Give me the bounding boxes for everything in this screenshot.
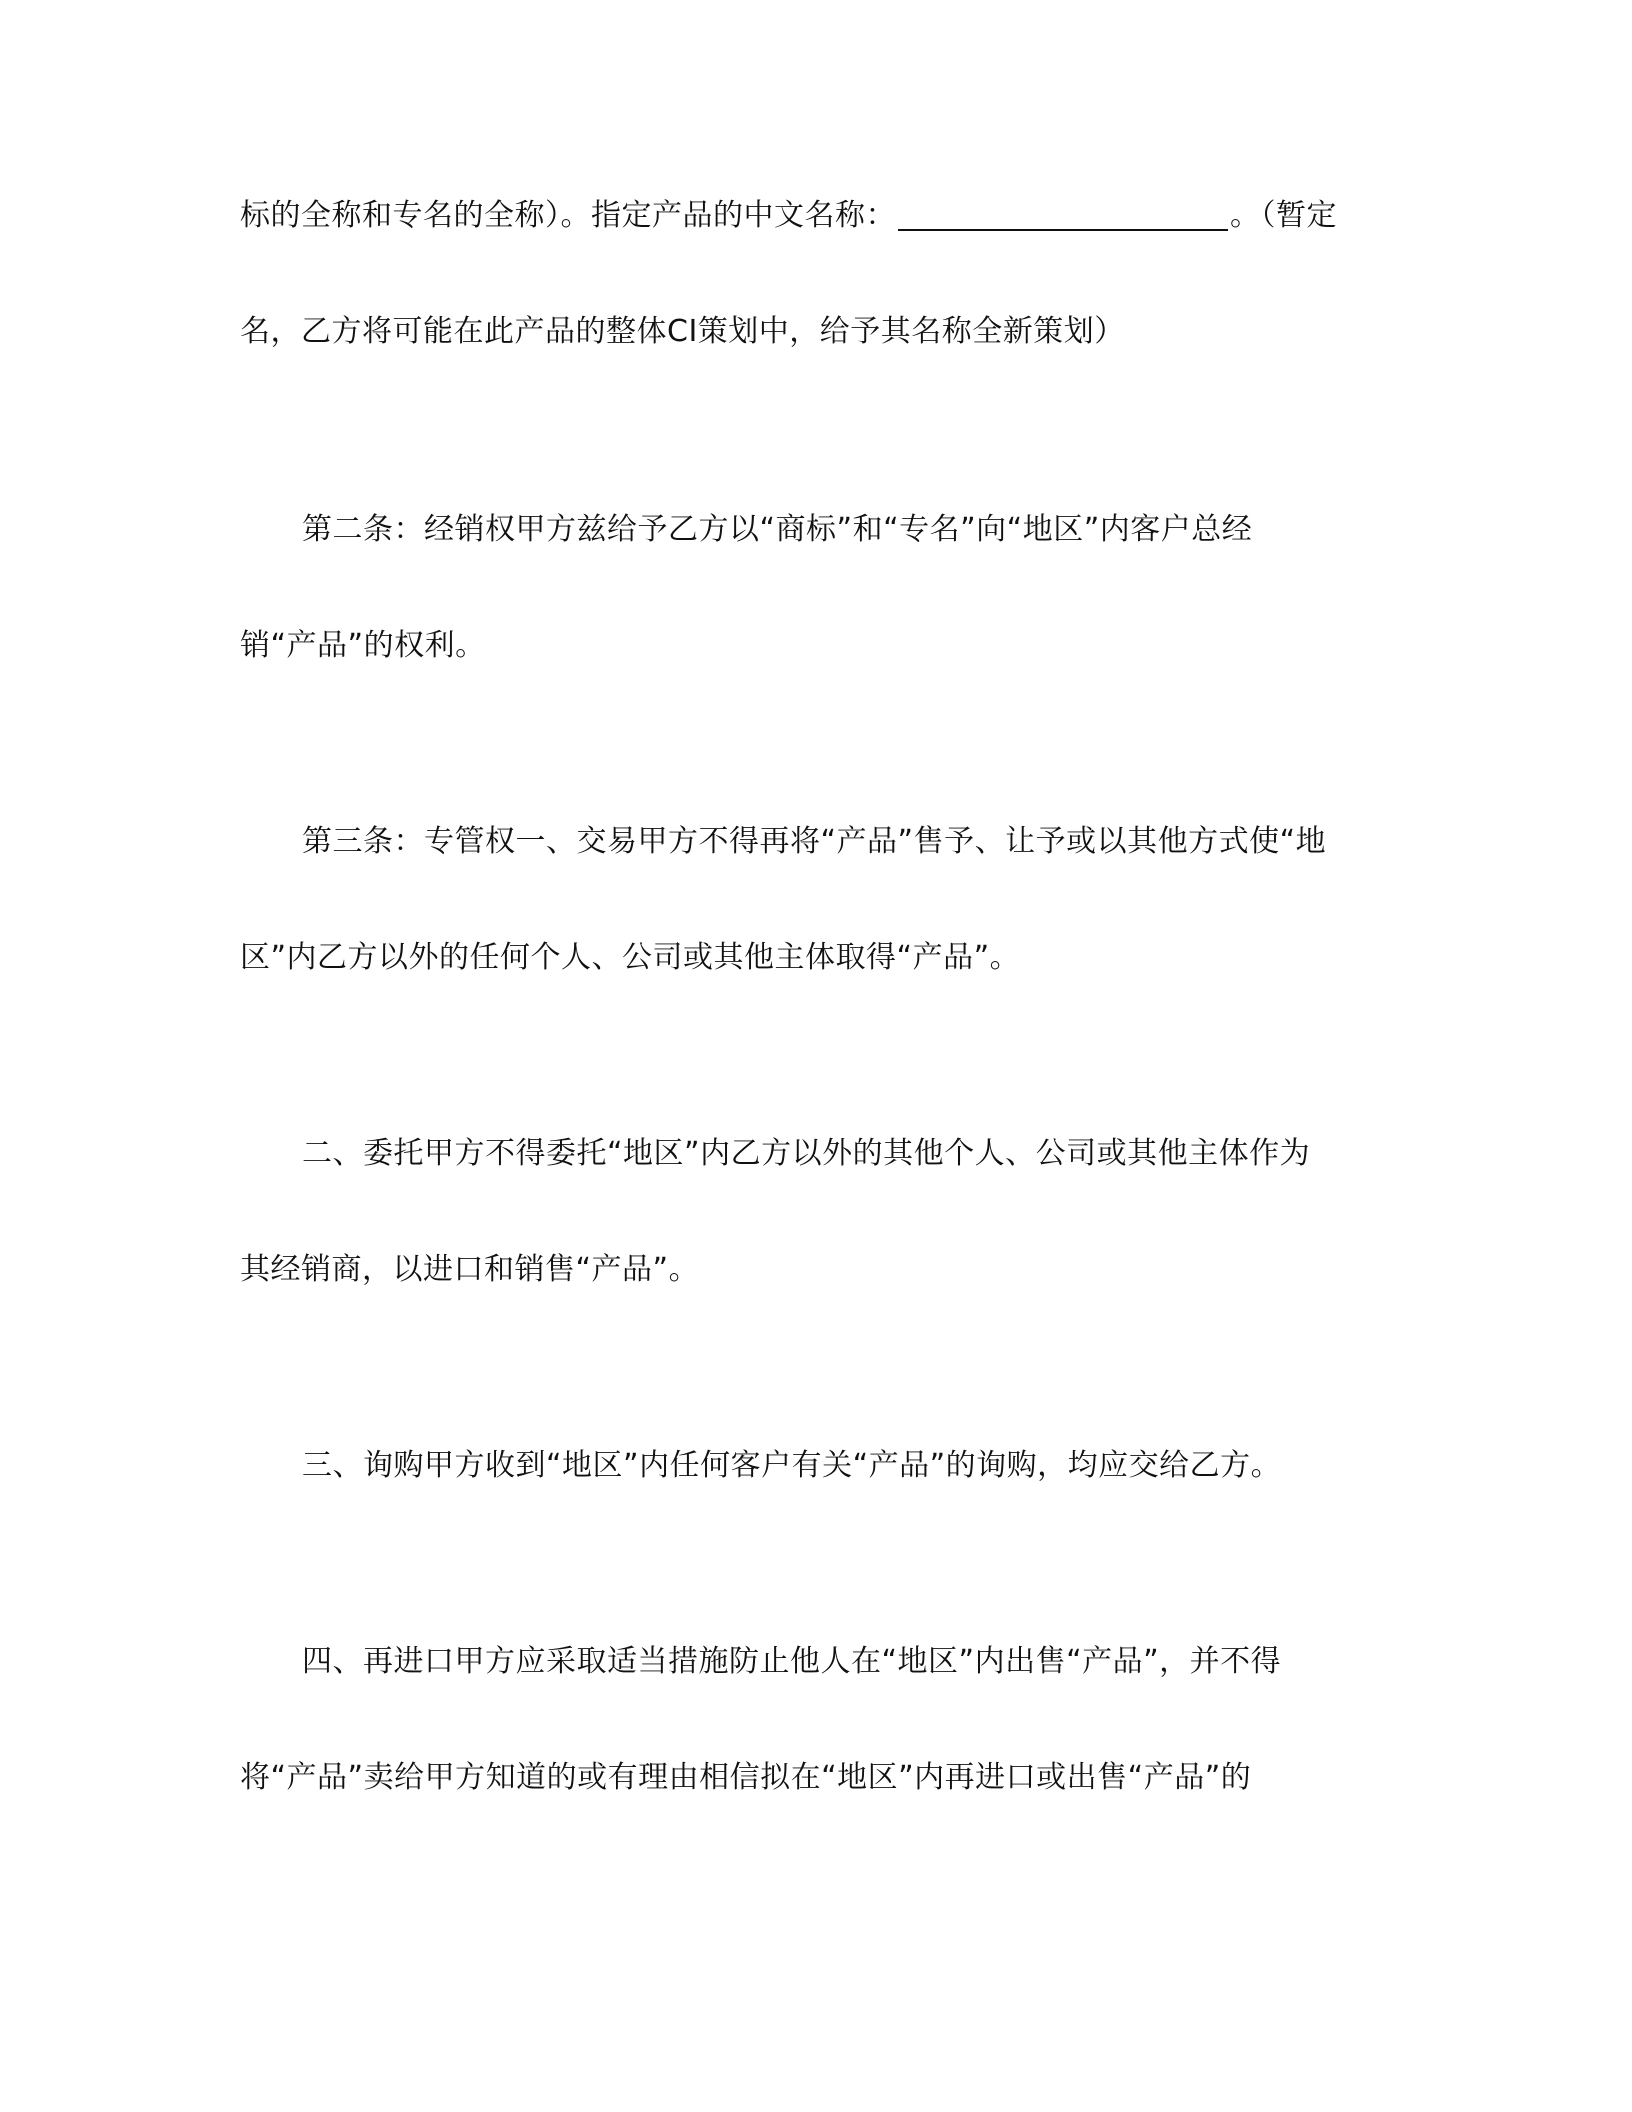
text-line-1 bbox=[240, 196, 1390, 236]
item-2-line-1: 二、委托甲方不得委托“地区”内乙方以外的其他个人、公司或其他主体作为 bbox=[302, 1136, 1311, 1171]
article-2-line-2: 销“产品”的权利。 bbox=[240, 628, 486, 663]
line-1-part-b: 。（暂定 bbox=[1230, 198, 1337, 233]
article-3-line-2: 区”内乙方以外的任何个人、公司或其他主体取得“产品”。 bbox=[240, 940, 1021, 975]
item-3-line-1: 三、询购甲方收到“地区”内任何客户有关“产品”的询购，均应交给乙方。 bbox=[302, 1448, 1282, 1483]
text-line-2: 名，乙方将可能在此产品的整体CI策划中，给予其名称全新策划） bbox=[240, 314, 1125, 349]
item-4-line-1: 四、再进口甲方应采取适当措施防止他人在“地区”内出售“产品”，并不得 bbox=[302, 1644, 1282, 1679]
line-1-part-a: 标的全称和专名的全称）。指定产品的中文名称： bbox=[240, 198, 896, 233]
article-2-line-1: 第二条：经销权甲方兹给予乙方以“商标”和“专名”向“地区”内客户总经 bbox=[302, 512, 1253, 547]
item-4-line-2: 将“产品”卖给甲方知道的或有理由相信拟在“地区”内再进口或出售“产品”的 bbox=[240, 1760, 1252, 1795]
article-3-line-1: 第三条：专管权一、交易甲方不得再将“产品”售予、让予或以其他方式使“地 bbox=[302, 824, 1327, 859]
product-name-blank bbox=[898, 199, 1228, 231]
item-2-line-2: 其经销商，以进口和销售“产品”。 bbox=[240, 1252, 700, 1287]
